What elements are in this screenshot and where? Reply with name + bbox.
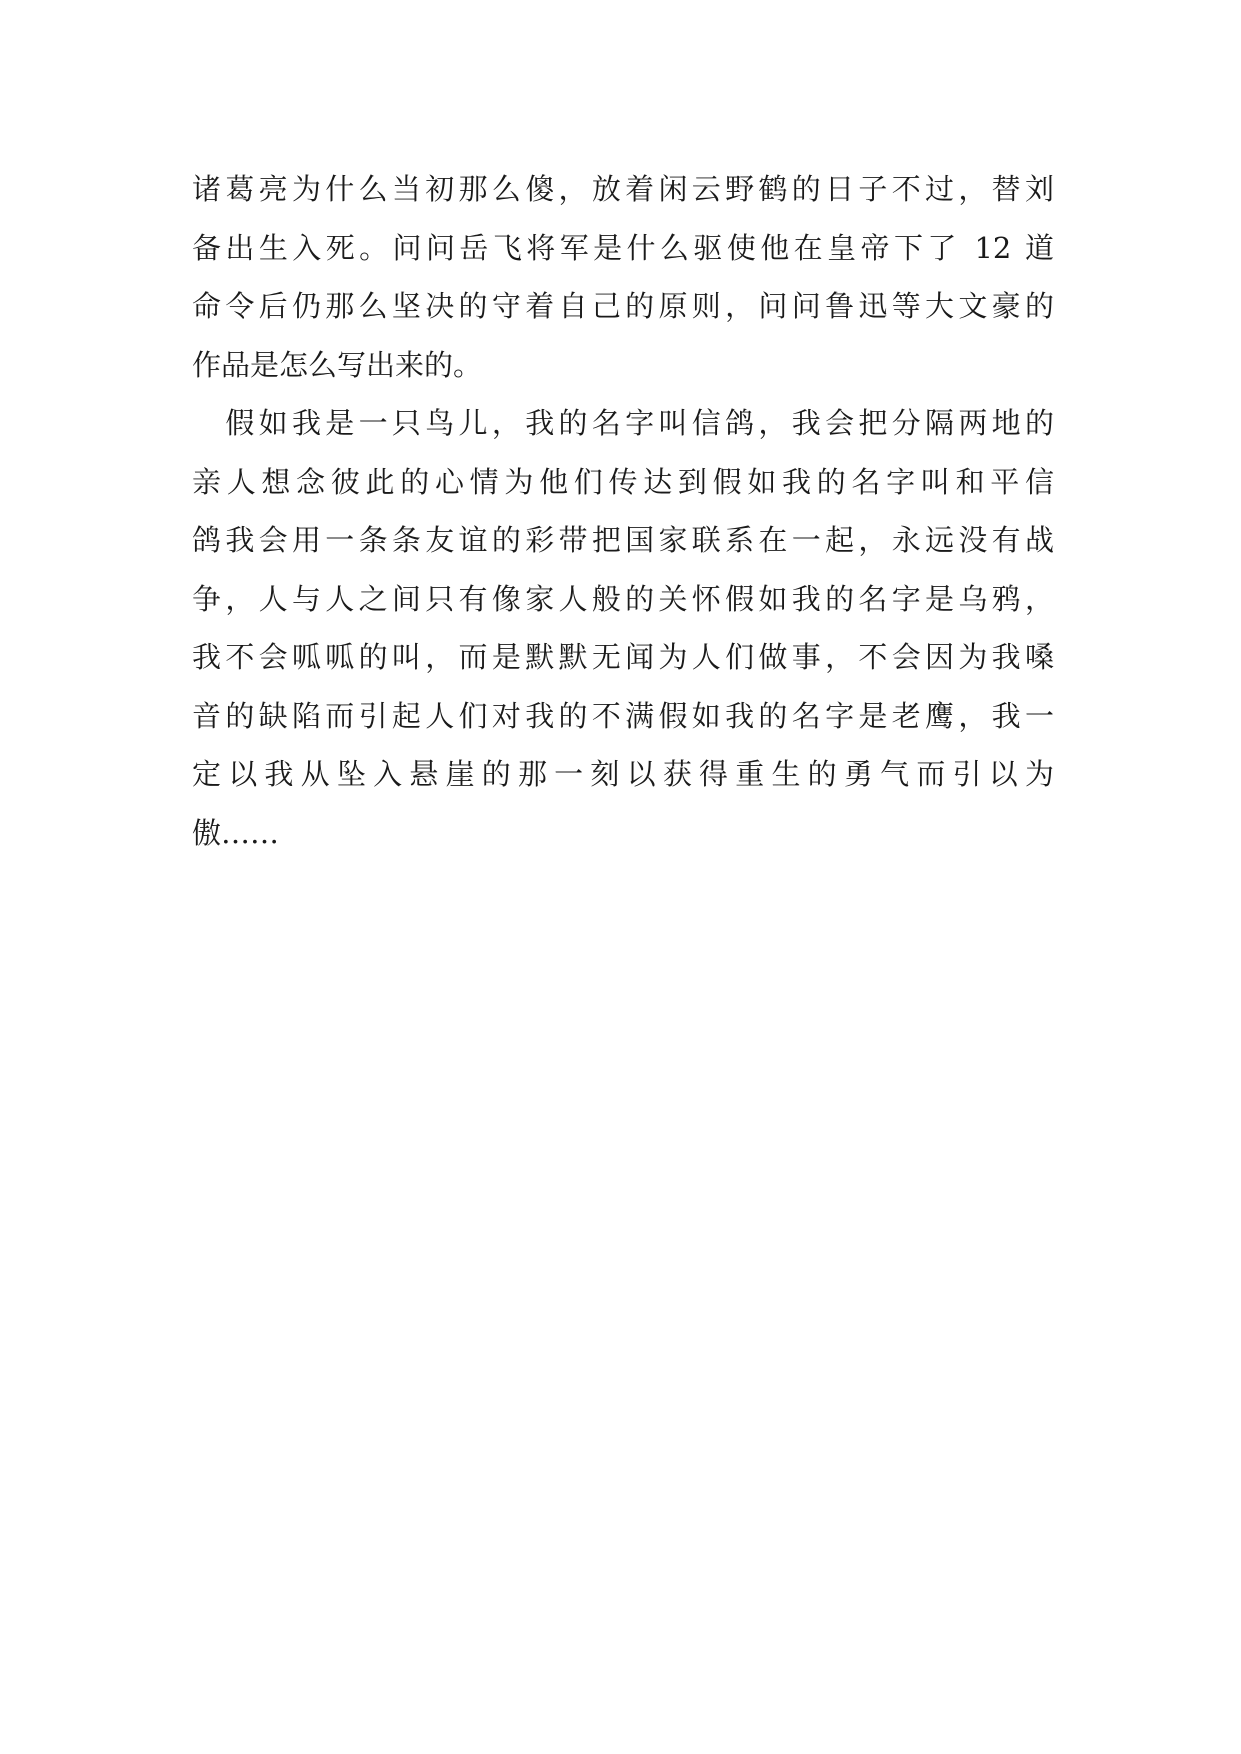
text-line: 备出生入死。问问岳飞将军是什么驱使他在皇帝下了 12 道 (192, 230, 1054, 265)
paragraph-2 (192, 394, 1054, 862)
text-line: 音的缺陷而引起人们对我的不满假如我的名字是老鹰，我一 (192, 698, 1054, 733)
text-line: 诸葛亮为什么当初那么傻，放着闲云野鹤的日子不过，替刘 (192, 172, 1054, 206)
text-line: 鸽我会用一条条友谊的彩带把国家联系在一起，永远没有战 (192, 523, 1054, 557)
text-line: 假如我是一只鸟儿，我的名字叫信鸽，我会把分隔两地的 (192, 406, 1054, 440)
text-line: 亲人想念彼此的心情为他们传达到假如我的名字叫和平信 (192, 464, 1054, 499)
text-line: 定以我从坠入悬崖的那一刻以获得重生的勇气而引以为 (192, 757, 1054, 791)
text-line: 作品是怎么写出来的。 (192, 347, 483, 382)
text-line: 命令后仍那么坚决的守着自己的原则，问问鲁迅等大文豪的 (192, 289, 1054, 323)
text-line: 争，人与人之间只有像家人般的关怀假如我的名字是乌鸦， (192, 581, 1054, 616)
essay-text (192, 160, 1054, 862)
text-line: 我不会呱呱的叫，而是默默无闻为人们做事，不会因为我嗓 (192, 640, 1054, 674)
text-line: 傲…… (192, 815, 280, 850)
paragraph-1 (192, 160, 1054, 394)
